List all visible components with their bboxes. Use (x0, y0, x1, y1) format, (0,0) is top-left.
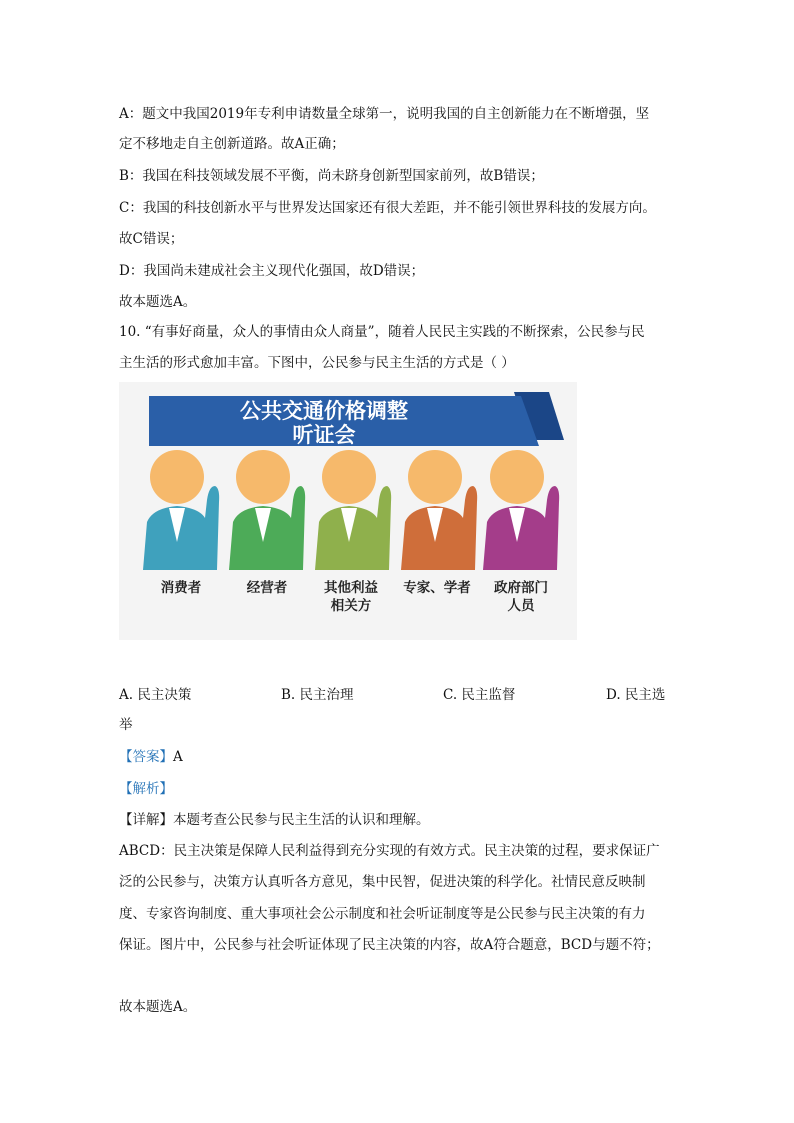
option-d-continued: 举 (119, 717, 133, 733)
analysis-line1: ABCD：民主决策是保障人民利益得到充分实现的有效方式。民主决策的过程，要求保证广 (119, 843, 660, 859)
paragraph-b: B：我国在科技领域发展不平衡，尚未跻身创新型国家前列，故B错误； (119, 168, 544, 184)
person-label: 其他利益 (324, 580, 378, 596)
paragraph-a-line1: A：题文中我国2019年专利申请数量全球第一，说明我国的自主创新能力在不断增强，坚 (119, 106, 650, 122)
person-label: 政府部门 (494, 580, 548, 596)
paragraph-d: D：我国尚未建成社会主义现代化强国，故D错误； (119, 263, 425, 279)
analysis-line3: 度、专家咨询制度、重大事项社会公示制度和社会听证制度等是公民参与民主决策的有力 (119, 906, 646, 922)
paragraph-c-line1: C：我国的科技创新水平与世界发达国家还有很大差距，并不能引领世界科技的发展方向。 (119, 200, 656, 216)
question-line1: 10. “有事好商量，众人的事情由众人商量”，随着人民民主实践的不断探索，公民参与民 (119, 324, 645, 340)
person-label-line2: 相关方 (330, 598, 372, 614)
detail-tag: 【详解】 (119, 812, 173, 828)
analysis-line4: 保证。图片中，公民参与社会听证体现了民主决策的内容，故A符合题意，BCD与题不符； (119, 937, 660, 953)
banner-title-line1: 公共交通价格调整 (240, 399, 408, 423)
option-b: B. 民主治理 (281, 687, 354, 703)
conclusion-2: 故本题选A。 (119, 999, 197, 1015)
person-label: 经营者 (246, 580, 288, 596)
analysis-tag: 【解析】 (119, 781, 173, 797)
person-label-line2: 人员 (507, 598, 535, 614)
answer-line (119, 747, 183, 767)
conclusion-1: 故本题选A。 (119, 294, 197, 310)
banner-title-line2: 听证会 (292, 423, 356, 447)
answer-tag: 【答案】 (119, 749, 173, 765)
option-a: A. 民主决策 (119, 687, 192, 703)
analysis-line2: 泛的公民参与，决策方认真听各方意见，集中民智，促进决策的科学化。社情民意反映制 (119, 874, 646, 890)
option-c: C. 民主监督 (443, 687, 516, 703)
hearing-illustration (119, 382, 577, 640)
paragraph-c-line2: 故C错误； (119, 231, 184, 247)
answer-value: A (173, 749, 183, 765)
person-label: 消费者 (160, 580, 202, 596)
person-label: 专家、学者 (403, 580, 471, 596)
paragraph-a-line2: 定不移地走自主创新道路。故A正确； (119, 136, 345, 152)
detail-line (119, 810, 430, 830)
detail-text: 本题考查公民参与民主生活的认识和理解。 (173, 812, 430, 828)
option-d: D. 民主选 (606, 687, 666, 703)
question-line2: 主生活的形式愈加丰富。下图中，公民参与民主生活的方式是（ ） (119, 355, 515, 371)
